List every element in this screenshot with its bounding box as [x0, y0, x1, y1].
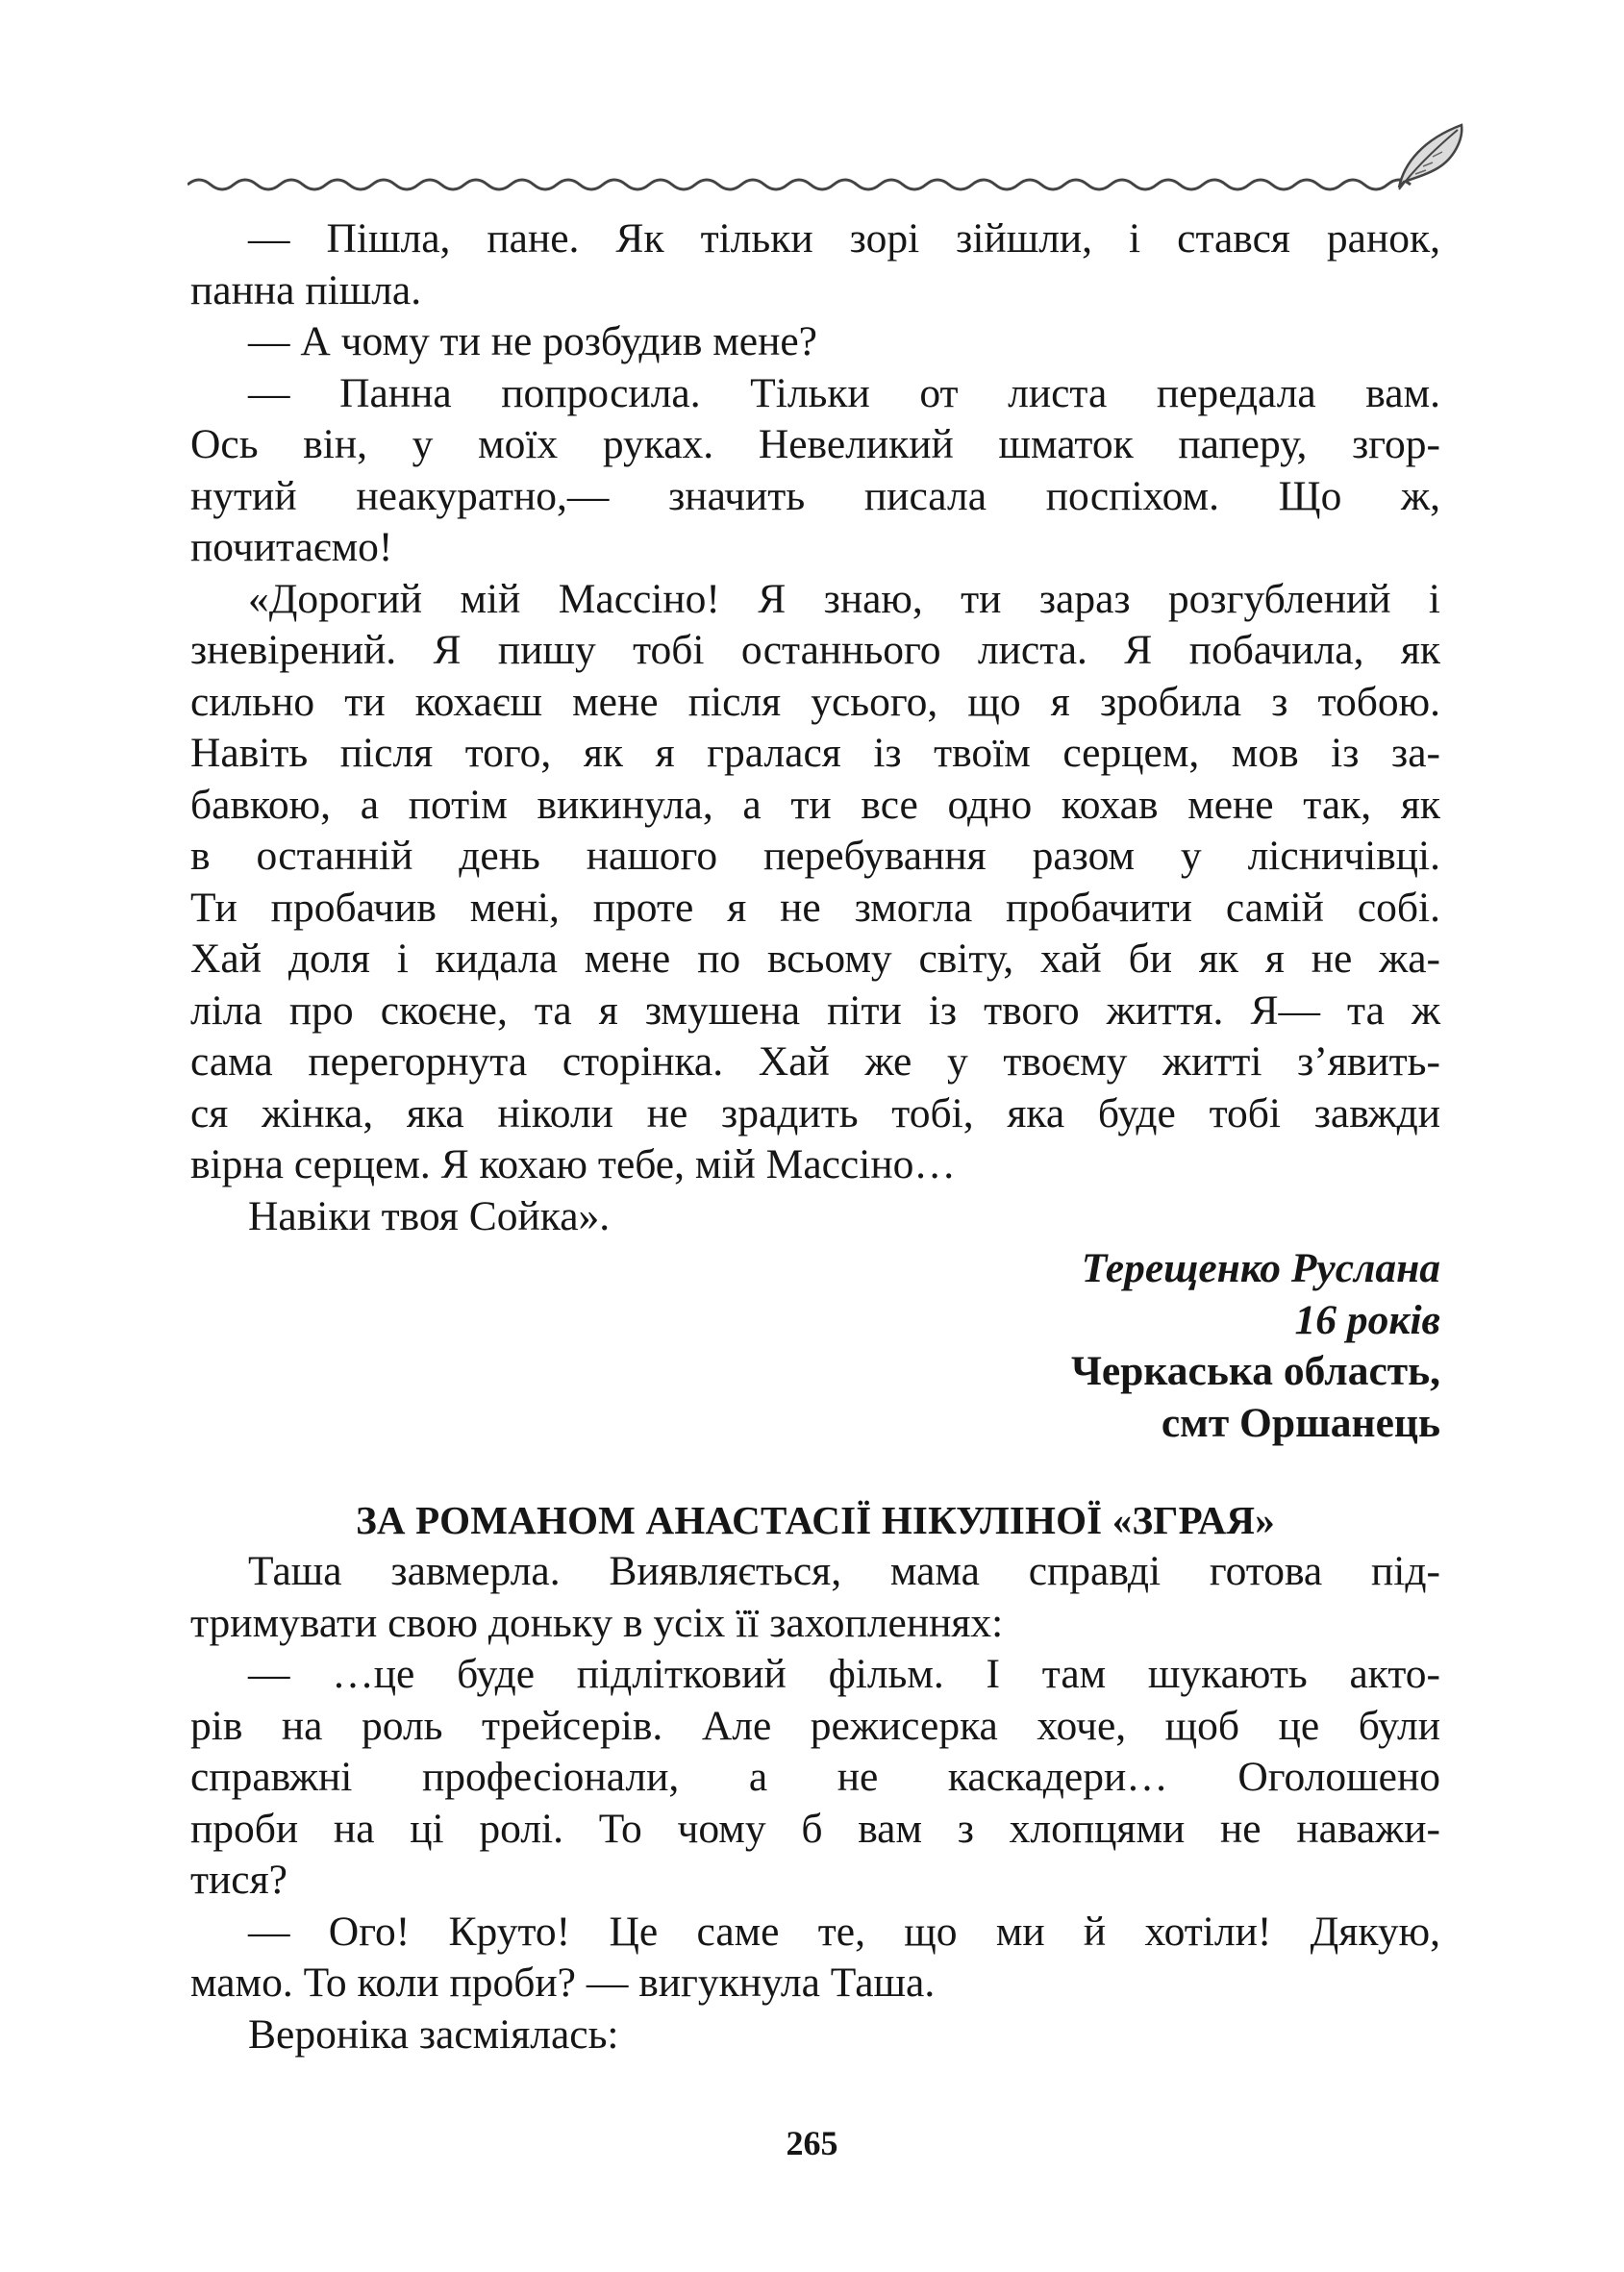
- page-number: 265: [786, 2124, 838, 2162]
- text-line: в останній день нашого перебування разом у лісничівці.: [190, 833, 1440, 879]
- text-line: панна пішла.: [190, 266, 422, 313]
- text-line: зневірений. Я пишу тобі останнього листа. Я побачила, як: [190, 627, 1440, 673]
- author-name: Терещенко Руслана: [1081, 1245, 1440, 1291]
- author-age: 16 років: [1294, 1296, 1440, 1343]
- text-line: рів на роль трейсерів. Але режисерка хоче, щоб це були: [190, 1702, 1440, 1749]
- text-line: — Пішла, пане. Як тільки зорі зійшли, і стався ранок,: [248, 215, 1440, 262]
- text-line: тися?: [190, 1857, 287, 1903]
- author-signature: [190, 1243, 1440, 1449]
- text-line: проби на ці ролі. То чому б вам з хлопцями не наважи-: [190, 1805, 1440, 1852]
- story-paragraph: [190, 213, 1440, 1242]
- text-line: — А чому ти не розбудив мене?: [248, 318, 817, 364]
- text-line: бавкою, а потім викинула, а ти все одно кохав мене так, як: [190, 781, 1440, 828]
- text-line: тримувати свою доньку в усіх її захопленнях:: [190, 1599, 1004, 1646]
- text-line: Ти пробачив мені, проте я не змогла пробачити самій собі.: [190, 884, 1440, 931]
- page-content: [190, 213, 1440, 2060]
- text-line: Ось він, у моїх руках. Невеликий шматок паперу, згор-: [190, 421, 1440, 467]
- section-title: ЗА РОМАНОМ АНАСТАСІЇ НІКУЛІНОЇ «ЗГРАЯ»: [356, 1498, 1275, 1542]
- quill-feather-icon: [1399, 125, 1462, 189]
- author-town: смт Оршанець: [1161, 1399, 1440, 1446]
- wave-line: [187, 180, 1411, 189]
- header-wave-ornament: [187, 115, 1476, 197]
- text-line: сама перегорнута сторінка. Хай же у твоєму житті з’явить-: [190, 1038, 1440, 1085]
- text-line: ся жінка, яка ніколи не зрадить тобі, яка буде тобі завжди: [190, 1089, 1440, 1136]
- text-line: справжні професіонали, а не каскадери… Оголошено: [190, 1754, 1440, 1800]
- text-line: ліла про скоєне, та я змушена піти із твого життя. Я— та ж: [190, 986, 1440, 1034]
- text-line: Вероніка засміялась:: [248, 2010, 619, 2058]
- text-line: «Дорогий мій Массіно! Я знаю, ти зараз розгублений і: [248, 575, 1440, 622]
- text-line: Хай доля і кидала мене по всьому світу, хай би як я не жа-: [190, 936, 1440, 982]
- text-line: — Ого! Круто! Це саме те, що ми й хотіли! Дякую,: [248, 1908, 1440, 1955]
- text-line: сильно ти кохаєш мене після усього, що я зробила з тобою.: [190, 678, 1440, 725]
- text-line: почитаємо!: [190, 524, 393, 570]
- text-line: вірна серцем. Я кохаю тебе, мій Массіно…: [190, 1141, 956, 1187]
- text-line: нутий неакуратно,— значить писала поспіхом. Що ж,: [190, 472, 1440, 519]
- text-line: — …це буде підлітковий фільм. І там шукають акто-: [248, 1651, 1440, 1697]
- text-line: Навіть після того, як я гралася із твоїм серцем, мов із за-: [190, 730, 1440, 776]
- text-line: Таша завмерла. Виявляється, мама справді готова під-: [248, 1548, 1440, 1594]
- text-line: — Панна попросила. Тільки от листа передала вам.: [248, 369, 1440, 416]
- story-paragraph-2: [190, 1546, 1440, 2060]
- text-line: мамо. То коли проби? — вигукнула Таша.: [190, 1960, 936, 2006]
- text-line: Навіки твоя Сойка».: [248, 1192, 611, 1239]
- author-region: Черкаська область,: [1070, 1348, 1440, 1394]
